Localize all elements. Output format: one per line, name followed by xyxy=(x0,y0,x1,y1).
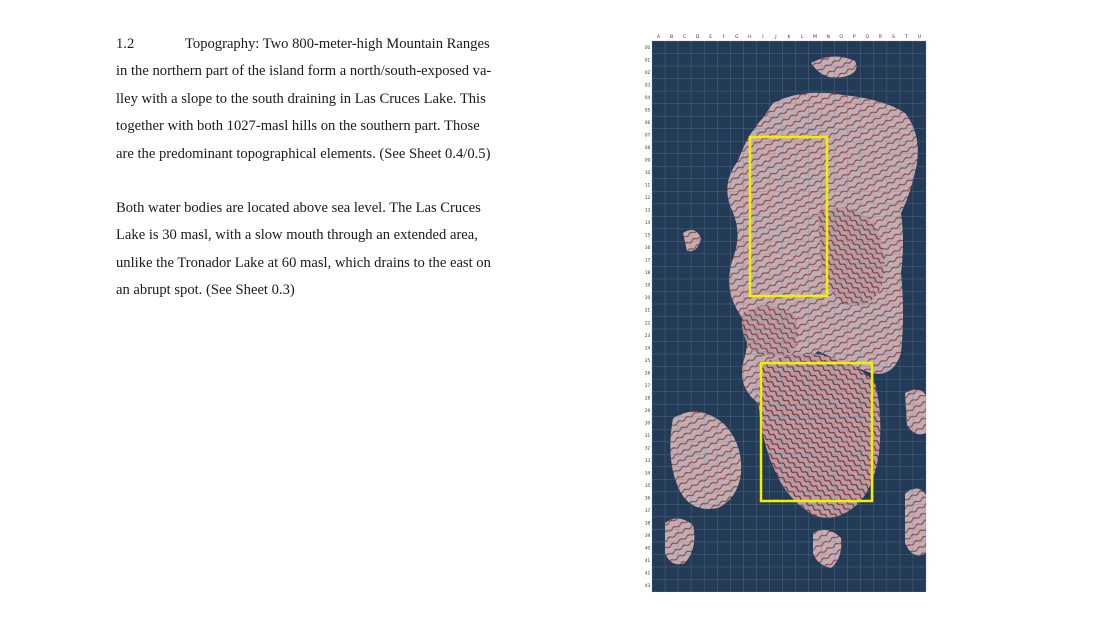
map-row-label: 09 xyxy=(644,157,651,163)
map-row-label: 29 xyxy=(644,407,651,413)
map-column-label: H xyxy=(748,35,752,40)
paragraph-line: unlike the Tronador Lake at 60 masl, which drains to the east on xyxy=(116,254,491,271)
map-row-label: 15 xyxy=(644,232,651,238)
map-row-label: 41 xyxy=(644,558,651,564)
map-row-label: 20 xyxy=(644,295,651,301)
map-row-label: 23 xyxy=(644,332,651,338)
map-row-label: 37 xyxy=(644,508,651,514)
map-column-label: O xyxy=(839,35,843,40)
map-column-label: R xyxy=(878,35,882,40)
map-column-labels xyxy=(657,34,921,40)
map-column-label: F xyxy=(722,35,726,40)
map-column-label: L xyxy=(800,35,804,40)
paragraph-lead: Topography: Two 800-meter-high Mountain Ranges xyxy=(185,36,490,52)
map-row-label: 10 xyxy=(644,169,651,175)
map-row-label: 28 xyxy=(644,395,651,401)
paragraph-topography xyxy=(116,31,516,168)
map-column-label: G xyxy=(735,35,739,40)
map-row-label: 13 xyxy=(644,207,651,213)
map-row-label: 39 xyxy=(644,533,651,539)
paragraph-line: in the northern part of the island form a north/south-exposed va- xyxy=(116,63,492,80)
map-row-label: 05 xyxy=(644,107,651,113)
map-row-label: 33 xyxy=(644,458,651,464)
map-row-label: 16 xyxy=(644,245,651,251)
map-row-label: 35 xyxy=(644,483,651,489)
map-row-label: 07 xyxy=(644,132,651,138)
map-row-labels xyxy=(645,45,651,588)
map-row-label: 40 xyxy=(644,545,651,551)
map-row-label: 26 xyxy=(644,370,651,376)
map-row-label: 04 xyxy=(644,94,651,100)
map-row-label: 03 xyxy=(644,82,651,88)
map-row-label: 22 xyxy=(644,320,651,326)
map-row-label: 00 xyxy=(644,44,651,50)
map-row-label: 01 xyxy=(644,57,651,63)
map-row-label: 38 xyxy=(644,520,651,526)
map-row-label: 21 xyxy=(644,307,651,313)
map-column-label: Q xyxy=(865,35,870,40)
map-row-label: 43 xyxy=(644,583,651,589)
map-column-label: E xyxy=(709,35,713,40)
text-column xyxy=(116,31,516,305)
map-row-label: 30 xyxy=(644,420,651,426)
map-column-label: U xyxy=(917,35,922,40)
topographic-map xyxy=(643,33,927,592)
map-column-label: M xyxy=(813,35,818,40)
map-row-label: 02 xyxy=(644,69,651,75)
map-row-label: 24 xyxy=(644,345,651,351)
map-row-label: 32 xyxy=(644,445,651,451)
map-row-label: 12 xyxy=(644,195,651,201)
map-column-label: A xyxy=(656,35,661,40)
paragraph-line: an abrupt spot. (See Sheet 0.3) xyxy=(116,282,295,299)
map-column-label: K xyxy=(787,35,791,40)
map-row-label: 17 xyxy=(644,257,651,263)
map-column-label: B xyxy=(670,35,674,40)
map-row-label: 08 xyxy=(644,144,651,150)
map-row-label: 14 xyxy=(644,220,651,226)
map-row-label: 25 xyxy=(644,357,651,363)
map-column-label: D xyxy=(695,35,700,40)
map-column-label: I xyxy=(762,35,764,40)
paragraph-line: are the predominant topographical elements. (See Sheet 0.4/0.5) xyxy=(116,145,491,162)
paragraph-water-bodies xyxy=(116,195,516,305)
map-row-label: 34 xyxy=(644,470,651,476)
map-column-label: P xyxy=(852,35,856,40)
paragraph-line: Lake is 30 masl, with a slow mouth through an extended area, xyxy=(116,227,478,244)
section-number: 1.2 xyxy=(116,36,135,52)
paragraph-line: lley with a slope to the south draining in Las Cruces Lake. This xyxy=(116,90,486,107)
map-column-label: T xyxy=(905,35,908,40)
map-row-label: 18 xyxy=(644,270,651,276)
paragraph-line: Both water bodies are located above sea level. The Las Cruces xyxy=(116,200,481,217)
map-row-label: 06 xyxy=(644,119,651,125)
map-row-label: 36 xyxy=(644,495,651,501)
map-column-label: N xyxy=(826,35,830,40)
paragraph-line: together with both 1027-masl hills on the southern part. Those xyxy=(116,118,480,135)
map-column-label: C xyxy=(683,35,687,40)
map-row-label: 31 xyxy=(644,432,651,438)
map-row-label: 11 xyxy=(644,182,651,188)
map-row-label: 27 xyxy=(644,382,651,388)
map-column-label: J xyxy=(775,35,777,40)
map-figure xyxy=(643,33,927,592)
map-row-label: 19 xyxy=(644,282,651,288)
map-column-label: S xyxy=(891,35,895,40)
map-row-label: 42 xyxy=(644,570,651,576)
